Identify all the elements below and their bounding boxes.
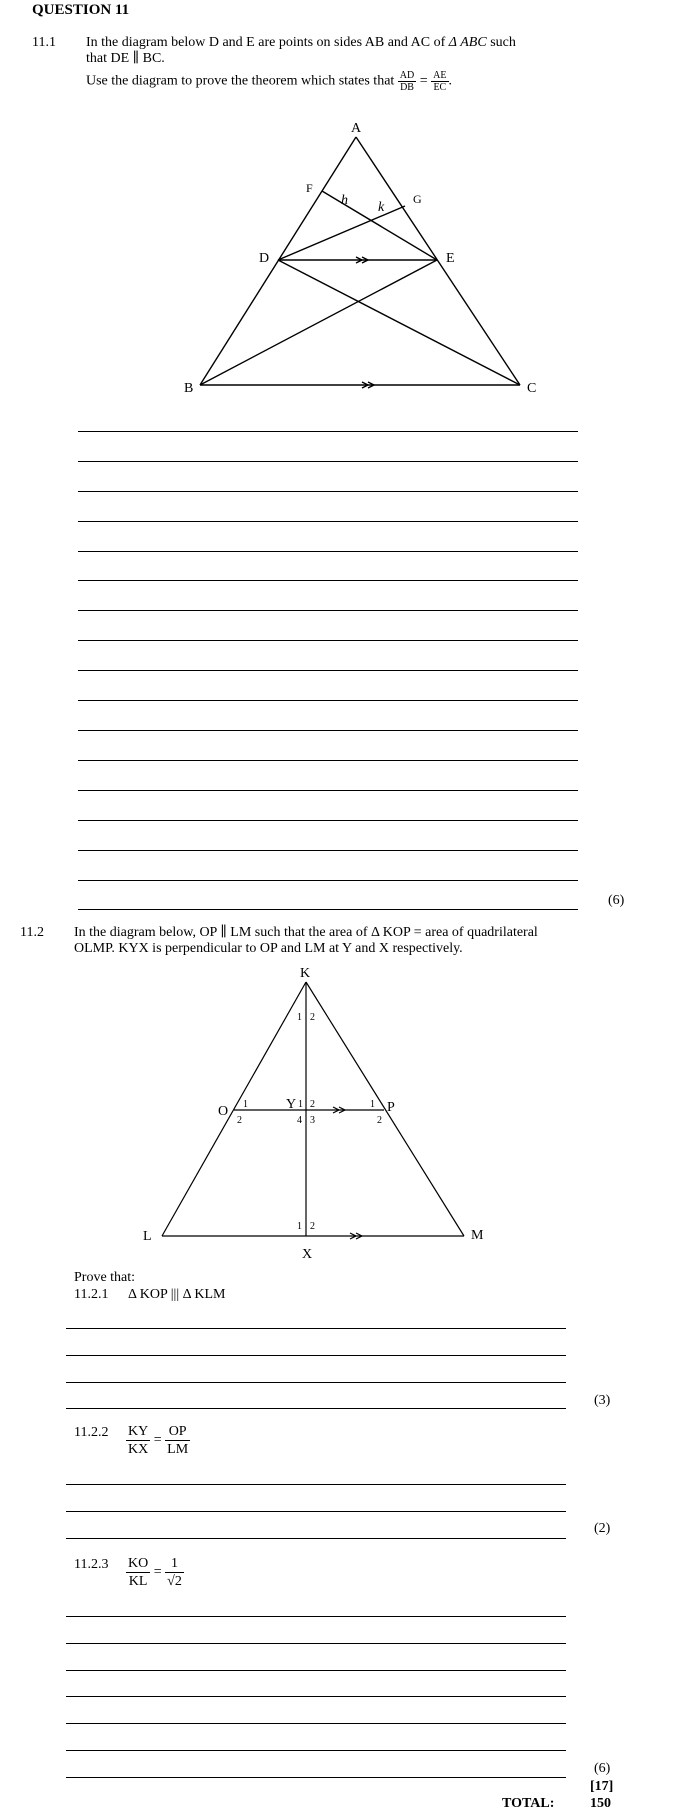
equals-sign: = <box>419 73 428 89</box>
answer-line[interactable] <box>66 1538 566 1539</box>
side-ab <box>200 137 356 385</box>
angle-y1: 1 <box>298 1099 303 1110</box>
label-k: K <box>300 966 311 981</box>
label-b: B <box>184 381 194 396</box>
answer-line[interactable] <box>78 730 578 731</box>
angle-y3: 3 <box>310 1115 315 1126</box>
equals-sign: = <box>153 1432 162 1448</box>
end-dot: . <box>448 73 452 89</box>
frac-den: KL <box>128 1574 148 1589</box>
q11-2-2-marks: (2) <box>594 1521 611 1536</box>
triangle-klm-diagram <box>0 960 680 1270</box>
answer-line[interactable] <box>66 1382 566 1383</box>
answer-line[interactable] <box>66 1670 566 1671</box>
answer-line[interactable] <box>66 1511 566 1512</box>
answer-line[interactable] <box>78 909 578 910</box>
label-f: F <box>306 181 313 195</box>
answer-line[interactable] <box>78 850 578 851</box>
q11-1-triangle: Δ ABC <box>448 35 487 50</box>
answer-line[interactable] <box>66 1696 566 1697</box>
q11-2-1-marks: (3) <box>594 1393 611 1408</box>
angle-y2: 2 <box>310 1099 315 1110</box>
answer-line[interactable] <box>78 700 578 701</box>
side-ac <box>356 137 520 385</box>
label-d: D <box>259 251 270 266</box>
answer-line[interactable] <box>78 551 578 552</box>
total-value: 150 <box>590 1796 611 1811</box>
label-g: G <box>413 192 422 206</box>
question-title: QUESTION 11 <box>32 2 130 18</box>
q11-2-3-marks: (6) <box>594 1761 611 1776</box>
q11-2-3-number: 11.2.3 <box>74 1557 109 1572</box>
angle-o1: 1 <box>243 1099 248 1110</box>
q11-1-line3: Use the diagram to prove the theorem which states that <box>86 73 395 89</box>
answer-line[interactable] <box>78 521 578 522</box>
frac-den: √2 <box>167 1574 182 1589</box>
q11-1-line2: that DE ∥ BC. <box>86 51 165 66</box>
angle-y4: 4 <box>297 1115 302 1126</box>
angle-p2: 2 <box>377 1115 382 1126</box>
triangle-abc-diagram <box>0 0 680 420</box>
answer-line[interactable] <box>78 760 578 761</box>
frac-num: KO <box>128 1556 149 1571</box>
answer-line[interactable] <box>66 1750 566 1751</box>
q11-2-1-statement: Δ KOP ||| Δ KLM <box>128 1287 226 1302</box>
label-c: C <box>527 381 537 396</box>
answer-line[interactable] <box>66 1484 566 1485</box>
label-m: M <box>471 1228 484 1243</box>
label-e: E <box>446 251 455 266</box>
prove-that: Prove that: <box>74 1270 136 1285</box>
answer-line[interactable] <box>66 1328 566 1329</box>
answer-line[interactable] <box>78 580 578 581</box>
angle-k2: 2 <box>310 1012 315 1023</box>
answer-line[interactable] <box>78 610 578 611</box>
angle-o2: 2 <box>237 1115 242 1126</box>
answer-line[interactable] <box>78 670 578 671</box>
angle-x2: 2 <box>310 1221 315 1232</box>
answer-line[interactable] <box>78 431 578 432</box>
q11-2-1-number: 11.2.1 <box>74 1287 109 1302</box>
q11-2-2-number: 11.2.2 <box>74 1425 109 1440</box>
label-a: A <box>351 121 362 136</box>
label-h: h <box>341 193 348 208</box>
angle-x1: 1 <box>297 1221 302 1232</box>
frac-num: OP <box>165 1423 190 1441</box>
frac-num: KY <box>128 1424 149 1439</box>
angle-k1: 1 <box>297 1012 302 1023</box>
side-km <box>306 982 464 1236</box>
q11-1-number: 11.1 <box>32 35 56 50</box>
fraction-ky-kx <box>126 1423 150 1458</box>
q11-2-line1: In the diagram below, OP ∥ LM such that the area of Δ KOP = area of quadrilateral <box>74 925 538 940</box>
answer-line[interactable] <box>66 1408 566 1409</box>
answer-line[interactable] <box>78 491 578 492</box>
q11-2-3-equation <box>126 1555 184 1590</box>
answer-line[interactable] <box>66 1355 566 1356</box>
fraction-op-lm <box>165 1423 190 1458</box>
answer-line[interactable] <box>78 461 578 462</box>
answer-line[interactable] <box>66 1643 566 1644</box>
frac-den: KX <box>128 1442 149 1457</box>
answer-line[interactable] <box>78 880 578 881</box>
frac-num: 1 <box>165 1555 184 1573</box>
frac-den: LM <box>167 1442 189 1457</box>
answer-line[interactable] <box>78 820 578 821</box>
answer-line[interactable] <box>66 1723 566 1724</box>
frac-den: EC <box>433 82 447 93</box>
section-total: [17] <box>590 1779 614 1794</box>
label-p: P <box>387 1100 395 1115</box>
answer-line[interactable] <box>78 640 578 641</box>
segment-dc <box>278 260 520 385</box>
frac-den: DB <box>400 82 414 93</box>
angle-p1: 1 <box>370 1099 375 1110</box>
q11-2-line2: OLMP. KYX is perpendicular to OP and LM at Y and X respectively. <box>74 941 463 956</box>
total-label: TOTAL: <box>502 1796 555 1811</box>
label-x: X <box>302 1247 313 1262</box>
label-o: O <box>218 1104 229 1119</box>
q11-2-text <box>74 925 634 957</box>
answer-line[interactable] <box>78 790 578 791</box>
segment-be <box>200 260 437 385</box>
answer-line[interactable] <box>66 1616 566 1617</box>
answer-line[interactable] <box>66 1777 566 1778</box>
label-y: Y <box>286 1097 297 1112</box>
q11-2-number: 11.2 <box>20 925 44 940</box>
q11-1-marks: (6) <box>608 893 625 908</box>
label-k: k <box>378 200 385 215</box>
fraction-one-root-two <box>165 1555 184 1590</box>
equals-sign: = <box>153 1564 162 1580</box>
q11-1-line1: In the diagram below D and E are points on sides AB and AC of <box>86 35 446 50</box>
q11-1-line1-end: such <box>490 35 516 50</box>
q11-2-2-equation <box>126 1423 190 1458</box>
segment-dg <box>278 206 405 260</box>
side-kl <box>162 982 306 1236</box>
fraction-ko-kl <box>126 1555 150 1590</box>
frac-num: AD <box>399 70 415 81</box>
frac-num: AE <box>433 70 447 81</box>
label-l: L <box>143 1229 152 1244</box>
